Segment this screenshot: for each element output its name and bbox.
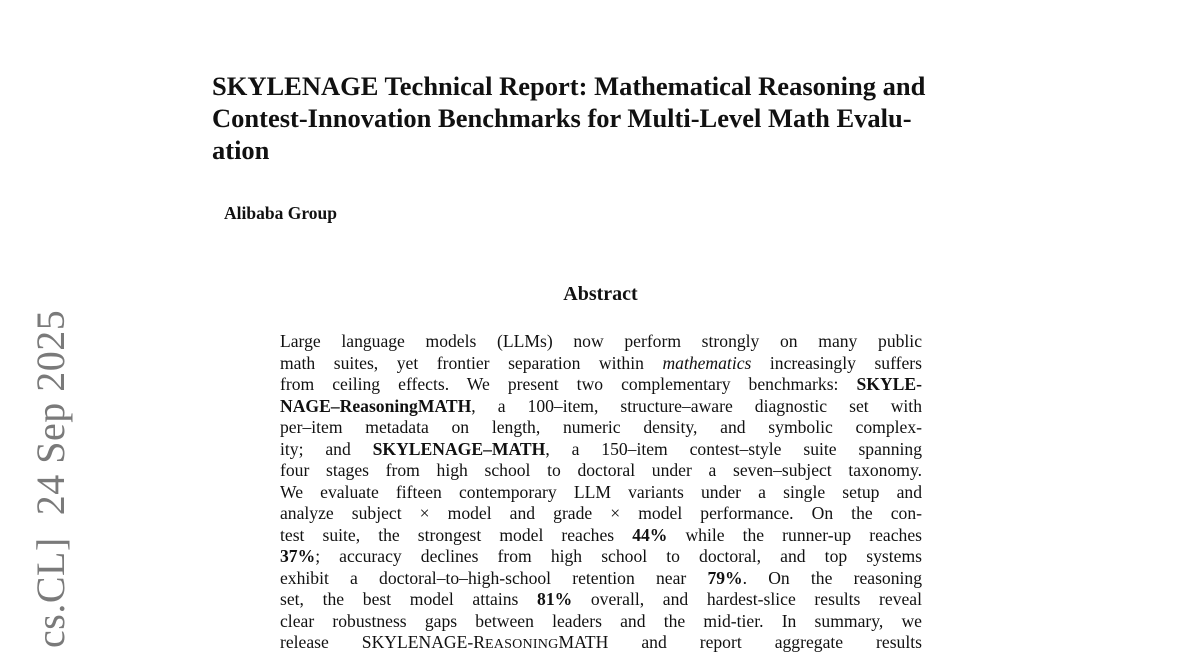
abstract-line: four stages from high school to doctoral under a seven–subject taxonomy. — [280, 460, 922, 480]
abstract-body — [280, 331, 922, 656]
abstract-line: analyze subject × model and grade × model performance. On the con- — [280, 503, 922, 523]
abstract-line: release SKYLENAGE-REASONINGMATH and report aggregate results — [280, 632, 922, 652]
abstract-line: clear robustness gaps between leaders and the mid-tier. In summary, we — [280, 610, 922, 631]
arxiv-side-stamp — [30, 310, 72, 648]
abstract-line: from ceiling effects. We present two complementary benchmarks: SKYLE- — [280, 374, 922, 394]
abstract-line: test suite, the strongest model reaches 44% while the runner-up reaches — [280, 524, 922, 545]
abstract-line: per–item metadata on length, numeric density, and symbolic complex- — [280, 417, 922, 437]
abstract-heading: Abstract — [563, 283, 638, 305]
author-affiliation: Alibaba Group — [224, 203, 337, 223]
title-line: ation — [212, 135, 270, 165]
arxiv-category: cs.CL] — [28, 537, 73, 648]
title-line: SKYLENAGE Technical Report: Mathematical Reasoning and — [212, 71, 926, 101]
abstract-line: math suites, yet frontier separation within mathematics increasingly suffers — [280, 352, 923, 373]
abstract-line: NAGE–ReasoningMATH, a 100–item, structure–aware diagnostic set with — [280, 395, 922, 416]
abstract-line: ity; and SKYLENAGE–MATH, a 150–item contest–style suite spanning — [280, 438, 922, 459]
abstract-line: We evaluate fifteen contemporary LLM variants under a single setup and — [280, 481, 922, 502]
paper-title — [212, 70, 1012, 166]
arxiv-date: 24 Sep 2025 — [28, 309, 73, 516]
abstract-line: set, the best model attains 81% overall, and hardest-slice results reveal — [280, 589, 922, 609]
abstract-line: 37%; accuracy declines from high school to doctoral, and top systems — [280, 546, 922, 566]
abstract-line: exhibit a doctoral–to–high-school retention near 79%. On the reasoning — [280, 567, 922, 588]
abstract-line: Large language models (LLMs) now perform strongly on many public — [280, 331, 922, 351]
title-line: Contest-Innovation Benchmarks for Multi-Level Math Evalu- — [212, 103, 912, 133]
